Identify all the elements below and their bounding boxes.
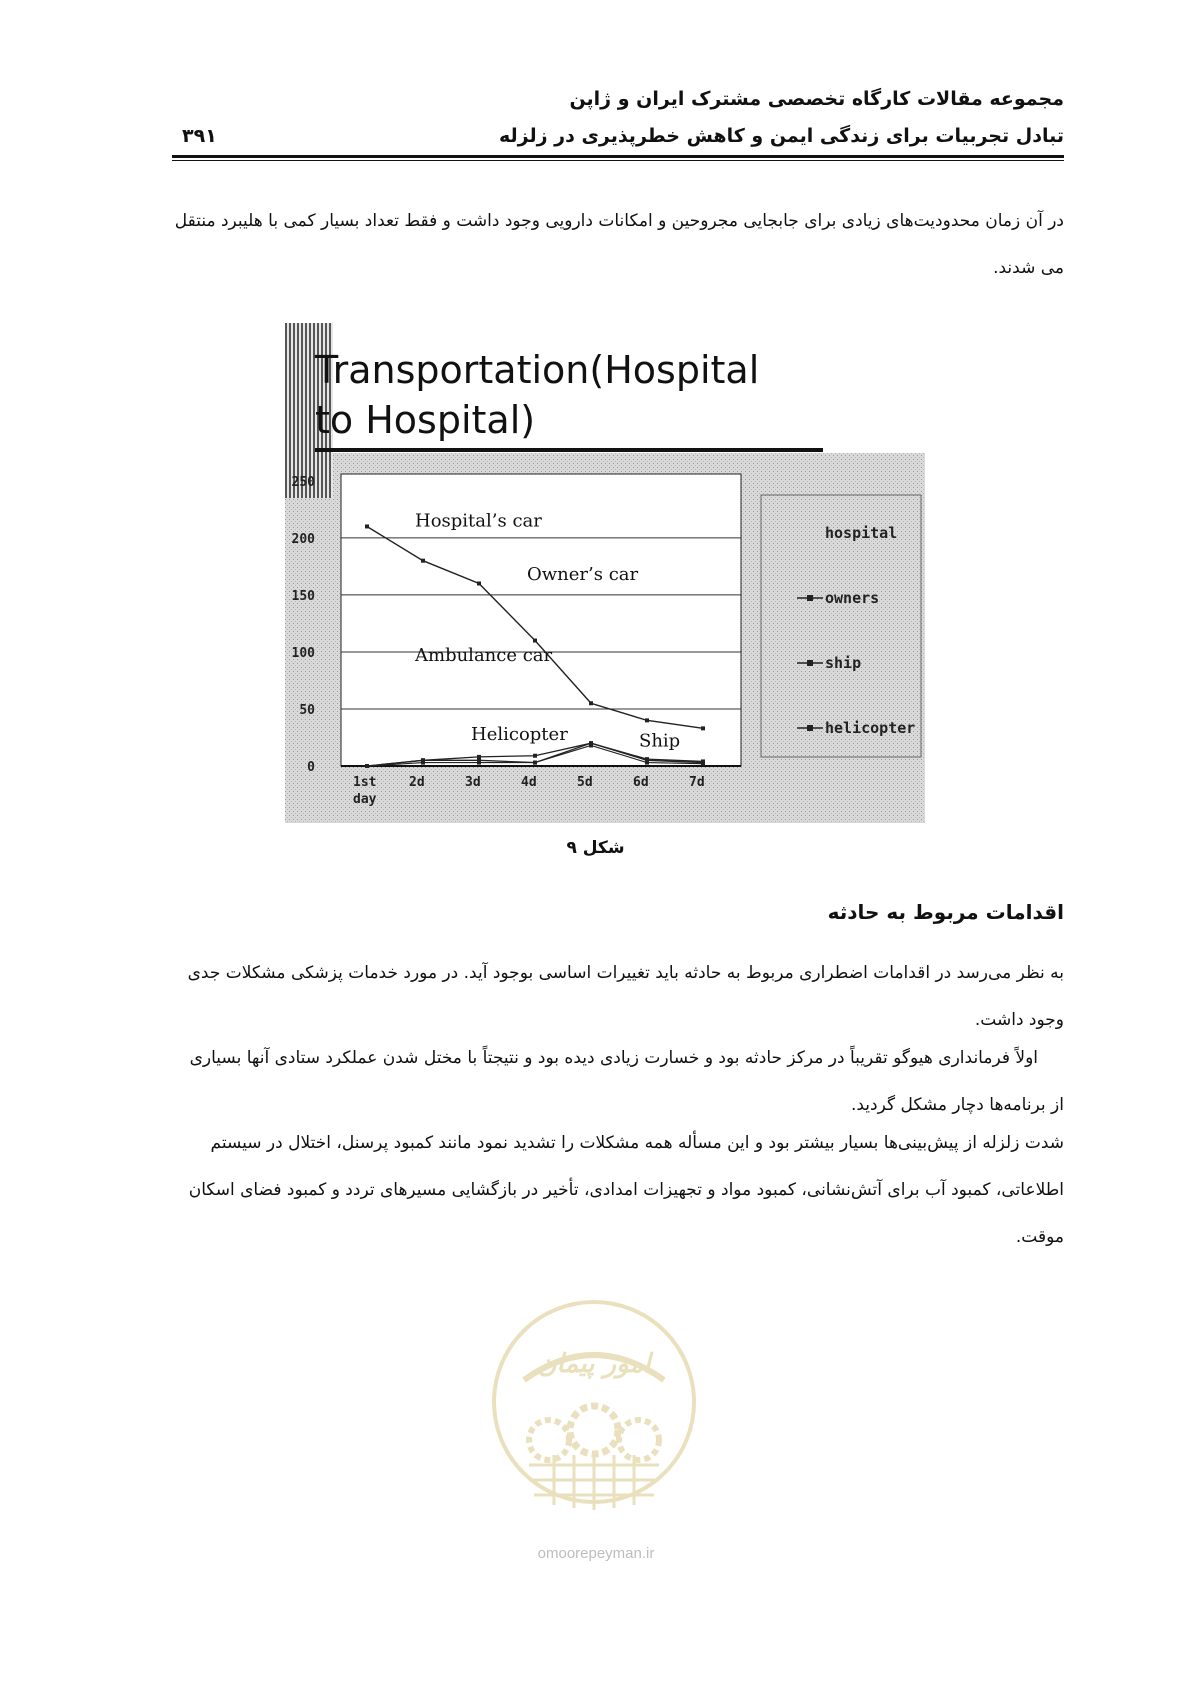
figure-caption: شکل ۹ <box>566 838 625 858</box>
body-paragraph-1: به نظر می‌رسد در اقدامات اضطراری مربوط به حادثه باید تغییرات اساسی بوجود آید. در مورد خدمات پزشکی مشکلات جدی وجود داشت. <box>187 963 1064 1030</box>
y-tick-250: 250 <box>291 474 315 490</box>
legend-label-owners: owners <box>825 589 880 607</box>
point-helicopter-5 <box>645 757 649 761</box>
point-hospital-2 <box>477 582 481 586</box>
chart-title-line2: to Hospital) <box>315 398 536 442</box>
title-underline <box>315 448 823 452</box>
watermark-url: omoorepeyman.ir <box>537 1545 655 1562</box>
legend-label-ship: ship <box>825 654 862 672</box>
x-tick-1-0: 2d <box>409 775 425 790</box>
y-tick-150: 150 <box>291 588 315 604</box>
chart-title-line1: Transportation(Hospital <box>315 348 760 392</box>
legend-label-helicopter: helicopter <box>825 719 916 737</box>
watermark-logo <box>484 1290 704 1534</box>
y-tick-0: 0 <box>307 760 315 775</box>
annotation-2: Ambulance car <box>415 645 553 667</box>
running-header-title: مجموعه مقالات کارگاه تخصصی مشترک ایران و ژاپن <box>569 88 1064 110</box>
point-ship-3 <box>533 761 537 765</box>
point-hospital-0 <box>365 524 369 528</box>
point-ship-5 <box>645 761 649 765</box>
x-tick-5-0: 6d <box>633 775 649 790</box>
point-hospital-6 <box>701 726 705 730</box>
annotation-1: Owner’s car <box>527 564 639 586</box>
point-hospital-3 <box>533 639 537 643</box>
point-helicopter-6 <box>701 759 705 763</box>
point-helicopter-0 <box>365 764 369 768</box>
point-helicopter-3 <box>533 754 537 758</box>
x-tick-0-1: day <box>353 792 377 807</box>
legend-label-hospital: hospital <box>825 524 898 542</box>
point-hospital-5 <box>645 718 649 722</box>
figure-9 <box>285 323 925 827</box>
y-tick-200: 200 <box>291 531 315 547</box>
watermark-logo-text: امور پیمان <box>537 1349 651 1379</box>
body-paragraph-3: شدت زلزله از پیش‌بینی‌ها بسیار بیشتر بود و این مسأله همه مشکلات را تشدید نمود مانند کمبود پرسنل، اختلال در سیستم اطلاعاتی، کمبود آب برای آتش‌نشانی، کمبود مواد و تجهیزات امدادی، تأخیر در بازگشایی مسیرهای تردد و کمبود فضای اسکان موقت. <box>188 1133 1064 1247</box>
x-tick-6-0: 7d <box>689 775 705 790</box>
point-helicopter-1 <box>421 758 425 762</box>
transportation-chart <box>285 323 925 823</box>
legend-marker-ship <box>807 660 813 666</box>
x-tick-4-0: 5d <box>577 775 593 790</box>
header-rule-thin <box>172 160 1064 161</box>
point-helicopter-4 <box>589 741 593 745</box>
body-paragraph-2: اولاً فرمانداری هیوگو تقریباً در مرکز حادثه بود و خسارت زیادی دیده بود و نتیجتاً با مختل شدن عملکرد ستادی آنها بسیاری از برنامه‌ها دچار مشکل گردید. <box>189 1048 1064 1115</box>
intro-paragraph: در آن زمان محدودیت‌های زیادی برای جابجایی مجروحین و امکانات دارویی وجود داشت و فقط تعداد بسیار کمی با هلیبرد منتقل می شدند. <box>174 211 1064 278</box>
legend-marker-helicopter <box>807 725 813 731</box>
x-tick-2-0: 3d <box>465 775 481 790</box>
section-heading: اقدامات مربوط به حادثه <box>827 900 1064 924</box>
annotation-0: Hospital’s car <box>415 510 542 532</box>
header-rule-thick <box>172 155 1064 158</box>
point-hospital-4 <box>589 701 593 705</box>
page-number: ۳۹۱ <box>182 125 217 147</box>
point-helicopter-2 <box>477 755 481 759</box>
running-header-subtitle: تبادل تجربیات برای زندگی ایمن و کاهش خطرپذیری در زلزله <box>499 125 1064 147</box>
x-tick-3-0: 4d <box>521 775 537 790</box>
legend-marker-owners <box>807 595 813 601</box>
point-ship-2 <box>477 761 481 765</box>
point-hospital-1 <box>421 559 425 563</box>
y-tick-50: 50 <box>299 702 315 718</box>
y-tick-100: 100 <box>291 645 315 661</box>
annotation-4: Ship <box>639 730 681 752</box>
x-tick-0-0: 1st <box>353 775 377 790</box>
annotation-3: Helicopter <box>471 723 568 745</box>
